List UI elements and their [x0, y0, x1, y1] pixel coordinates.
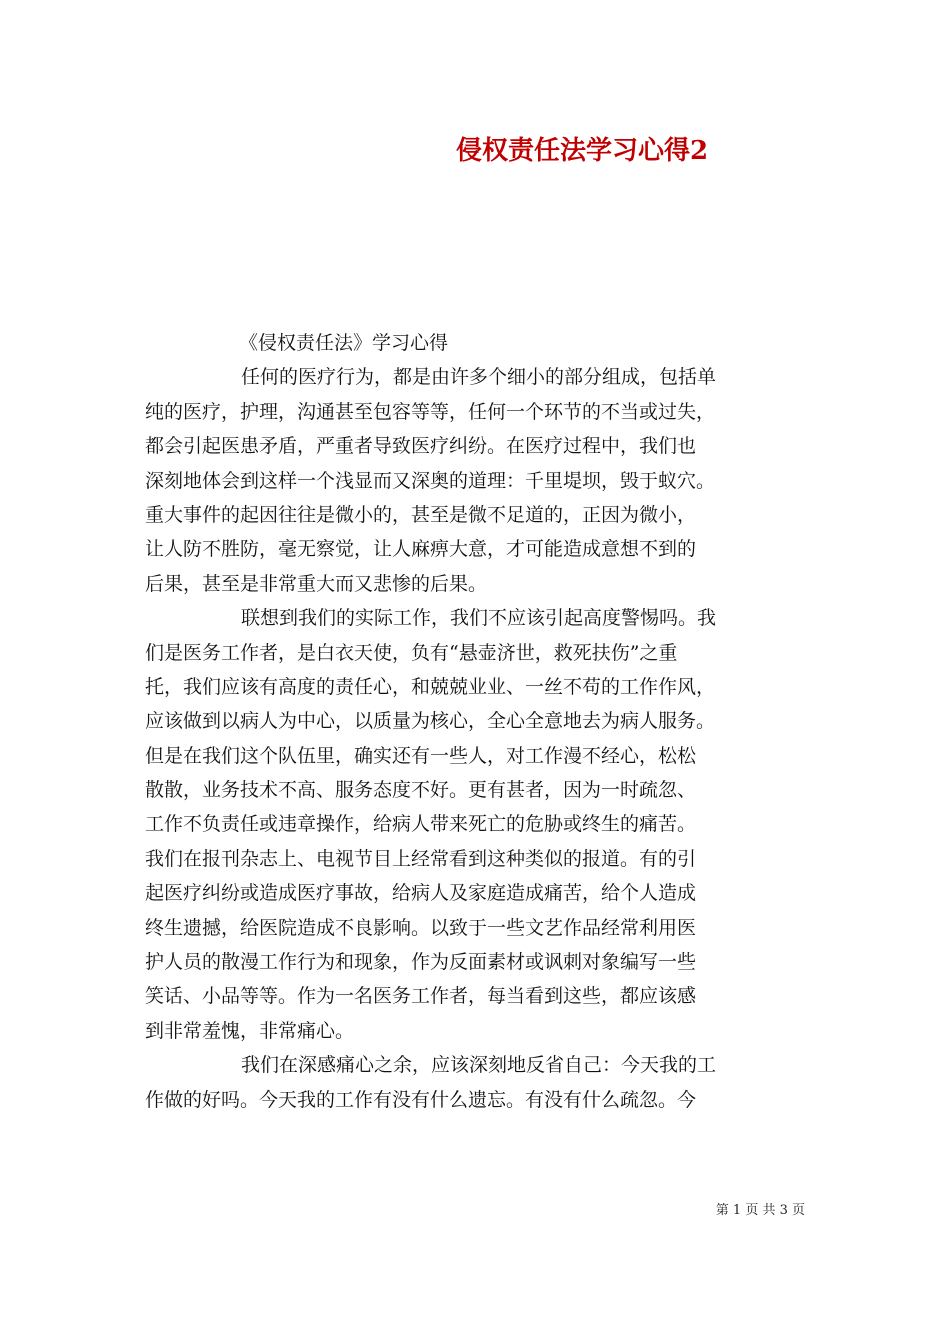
- paragraph-line: 深刻地体会到这样一个浅显而又深奥的道理：千里堤坝，毁于蚁穴。: [145, 469, 716, 492]
- paragraph-line: 让人防不胜防，毫无察觉，让人麻痹大意，才可能造成意想不到的: [145, 538, 697, 561]
- paragraph-line: 联想到我们的实际工作，我们不应该引起高度警惕吗。我: [241, 607, 717, 630]
- paragraph-line: 们是医务工作者，是白衣天使，负有“悬壶济世，救死扶伤”之重: [145, 641, 678, 664]
- page-title: 侵权责任法学习心得2: [456, 136, 709, 166]
- paragraph-line: 笑话、小品等等。作为一名医务工作者，每当看到这些，都应该感: [145, 985, 697, 1008]
- document-subtitle: 《侵权责任法》学习心得: [239, 332, 449, 354]
- paragraph-line: 到非常羞愧，非常痛心。: [145, 1019, 355, 1042]
- paragraph-line: 纯的医疗，护理，沟通甚至包容等等，任何一个环节的不当或过失，: [145, 400, 716, 423]
- paragraph-line: 任何的医疗行为，都是由许多个细小的部分组成，包括单: [241, 366, 717, 389]
- paragraph-line: 终生遗撼，给医院造成不良影响。以致于一些文艺作品经常利用医: [145, 916, 697, 939]
- document-body: [145, 326, 825, 1117]
- paragraph-line: 托，我们应该有高度的责任心，和兢兢业业、一丝不苟的工作作风，: [145, 675, 716, 698]
- paragraph-line: 都会引起医患矛盾，严重者导致医疗纠纷。在医疗过程中，我们也: [145, 435, 697, 458]
- paragraph-line: 起医疗纠纷或造成医疗事故，给病人及家庭造成痛苦，给个人造成: [145, 882, 697, 905]
- paragraph-line: 重大事件的起因往往是微小的，甚至是微不足道的，正因为微小，: [145, 503, 697, 526]
- paragraph-line: 应该做到以病人为中心，以质量为核心，全心全意地去为病人服务。: [145, 710, 716, 733]
- paragraph-line: 工作不负责任或违章操作，给病人带来死亡的危胁或终生的痛苦。: [145, 813, 697, 836]
- paragraph-line: 护人员的散漫工作行为和现象，作为反面素材或讽刺对象编写一些: [145, 951, 697, 974]
- paragraph-line: 但是在我们这个队伍里，确实还有一些人，对工作漫不经心，松松: [145, 744, 697, 767]
- paragraph-line: 我们在深感痛心之余，应该深刻地反省自己：今天我的工: [241, 1054, 717, 1077]
- paragraph-line: 我们在报刊杂志上、电视节目上经常看到这种类似的报道。有的引: [145, 847, 697, 870]
- paragraph-line: 散散，业务技术不高、服务态度不好。更有甚者，因为一时疏忽、: [145, 779, 697, 802]
- paragraph-line: 后果，甚至是非常重大而又悲惨的后果。: [145, 572, 488, 595]
- page-footer: 第 1 页 共 3 页: [715, 1203, 805, 1218]
- paragraph-line: 作做的好吗。今天我的工作有没有什么遗忘。有没有什么疏忽。今: [145, 1088, 697, 1111]
